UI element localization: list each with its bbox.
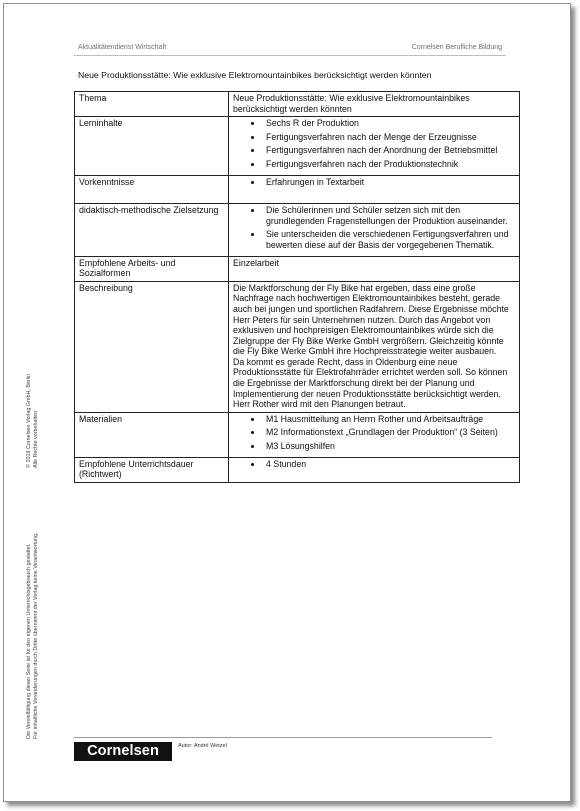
materialien-list [233, 414, 515, 452]
list-item: Die Schülerinnen und Schüler setzen sich mit den grundlegenden Fragenstellungen der Produktion auseinander. [266, 205, 515, 226]
zielsetzung-list [233, 205, 515, 250]
cornelsen-logo: Cornelsen [74, 742, 172, 761]
dauer-list [233, 459, 515, 470]
value-vorkenntnisse [229, 175, 520, 204]
list-item: Erfahrungen in Textarbeit [266, 177, 515, 188]
value-sozialformen: Einzelarbeit [229, 256, 520, 281]
beschreibung-paragraph-2: Da kommt es gerade Recht, dass in Oldenburg eine neue Produktionsstätte für Elektrofahrräder errichtet werden soll. So können die Ergebnisse der Marktforschung direkt bei der Planung und Implementierung der neuen Produktionsstätte berücksichtigt werden. Herr Rother wird mit den Planungen betraut. [233, 356, 508, 410]
row-beschreibung [75, 281, 520, 412]
value-beschreibung [229, 281, 520, 412]
copyright-line: Alle Rechte vorbehalten [32, 410, 39, 468]
list-item: Sechs R der Produktion [266, 118, 515, 129]
usage-line: Die Vervielfältigung dieser Seite ist für den eigenen Unterrichtsgebrauch gestattet. [26, 543, 32, 739]
vorkenntnisse-list [233, 177, 515, 188]
document-page [3, 3, 571, 802]
list-item: Fertigungsverfahren nach der Produktionstechnik [266, 159, 515, 170]
label-thema: Thema [75, 92, 229, 117]
lerninhalte-list [233, 118, 515, 169]
row-dauer [75, 457, 520, 482]
row-materialien [75, 412, 520, 457]
label-lerninhalte: Lerninhalte [75, 117, 229, 175]
value-materialien [229, 412, 520, 457]
label-beschreibung: Beschreibung [75, 281, 229, 412]
list-item: Fertigungsverfahren nach der Menge der Erzeugnisse [266, 132, 515, 143]
row-vorkenntnisse [75, 175, 520, 204]
value-dauer [229, 457, 520, 482]
list-item: M3 Lösungshilfen [266, 441, 515, 452]
lesson-table [74, 91, 520, 483]
beschreibung-paragraph-1: Die Marktforschung der Fly Bike hat ergeben, dass eine große Nachfrage nach hochwertigen Elektromountainbikes besteht, gerade auch bei jungen und sportlichen Radfahrern. Diese Ergebnisse möchte Herr Peters für sein Unternehmen nutzen. Durch das Angebot von exklusiven und hochpreisigen Elektromountainbikes würde sich die Zielgruppe der Fly Bike Werke GmbH vergrößern. Gleichzeitig könnte die Fly Bike Werke GmbH ihre Hochpreisstrategie weiter ausbauen. [233, 282, 509, 357]
row-zielsetzung [75, 204, 520, 256]
list-item: 4 Stunden [266, 459, 515, 470]
row-lerninhalte [75, 117, 520, 175]
label-vorkenntnisse: Vorkenntnisse [75, 175, 229, 204]
list-item: Sie unterscheiden die verschiedenen Fertigungsverfahren und bewerten diese auf der Basis der vorgegebenen Thematik. [266, 229, 515, 250]
value-zielsetzung [229, 204, 520, 256]
list-item: M1 Hausmitteilung an Herrn Rother und Arbeitsaufträge [266, 414, 515, 425]
list-item: M2 Informationstext „Grundlagen der Produktion“ (3 Seiten) [266, 427, 515, 438]
value-lerninhalte [229, 117, 520, 175]
usage-line: Für inhaltliche Veränderungen durch Dritte übernimmt der Verlag keine Verantwortung. [32, 532, 39, 739]
value-thema: Neue Produktionsstätte: Wie exklusive Elektromountainbikes berücksichtigt werden könnten [229, 92, 520, 117]
label-sozialformen: Empfohlene Arbeits- und Sozialformen [75, 256, 229, 281]
label-materialien: Materialien [75, 412, 229, 457]
header-right: Cornelsen Berufliche Bildung [411, 44, 502, 51]
header-divider [74, 55, 506, 56]
author-credit: Autor: André Wetzel [178, 743, 227, 749]
copyright-line: © 2019 Cornelsen Verlag GmbH, Berlin [26, 373, 32, 468]
header-left: Aktualitätendienst Wirtschaft [78, 44, 167, 51]
list-item: Fertigungsverfahren nach der Anordnung der Betriebsmittel [266, 145, 515, 156]
usage-notice [26, 533, 39, 739]
document-title: Neue Produktionsstätte: Wie exklusive Elektromountainbikes berücksichtigt werden könnten [78, 70, 432, 80]
label-zielsetzung: didaktisch-methodische Zielsetzung [75, 204, 229, 256]
footer-divider [74, 737, 492, 738]
row-sozialformen [75, 256, 520, 281]
label-dauer: Empfohlene Unterrichtsdauer (Richtwert) [75, 457, 229, 482]
copyright-notice [26, 374, 39, 468]
row-thema [75, 92, 520, 117]
